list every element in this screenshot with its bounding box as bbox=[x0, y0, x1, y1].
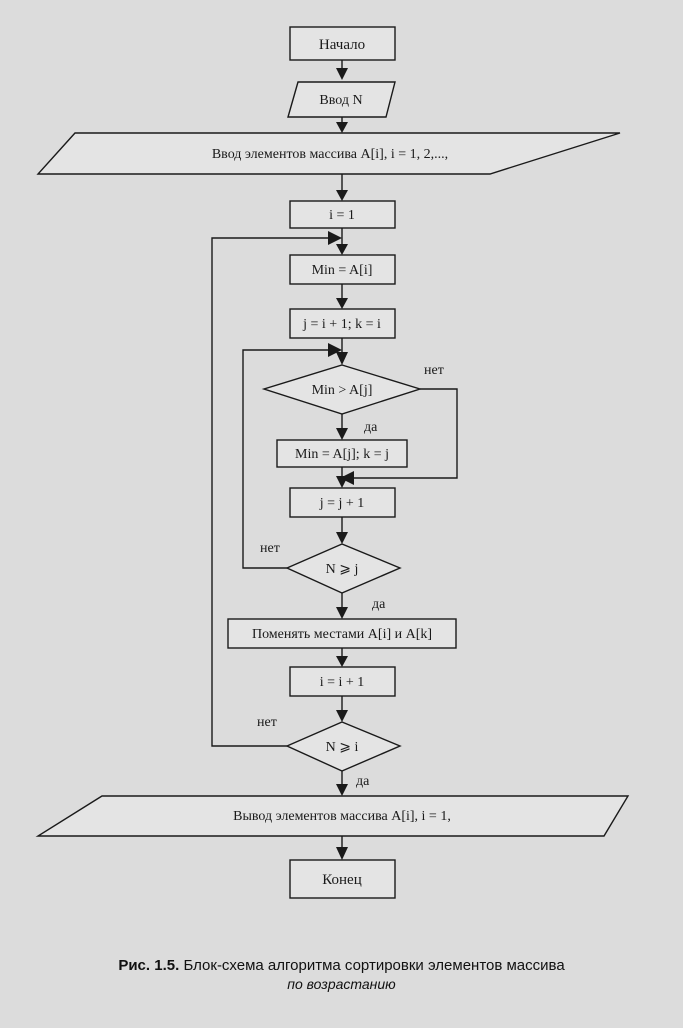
arrow bbox=[328, 231, 342, 245]
inc-j-label: j = j + 1 bbox=[319, 496, 365, 511]
arrow bbox=[336, 607, 348, 619]
arrow bbox=[336, 298, 348, 309]
arrow bbox=[336, 68, 348, 80]
cond-nj-no: нет bbox=[260, 541, 280, 556]
set-min-label: Min = A[i] bbox=[311, 263, 373, 278]
cond-ni-label: N ⩾ i bbox=[325, 740, 359, 755]
arrow bbox=[336, 847, 348, 860]
caption-title: Блок-схема алгоритма сортировки элементов массива bbox=[183, 957, 565, 974]
arrow bbox=[336, 532, 348, 544]
arrow bbox=[336, 122, 348, 133]
cond-nj-label: N ⩾ j bbox=[325, 562, 359, 577]
arrow bbox=[336, 476, 348, 488]
end-label: Конец bbox=[322, 872, 362, 888]
cond-min-label: Min > A[j] bbox=[311, 383, 373, 398]
inc-i-label: i = i + 1 bbox=[319, 675, 365, 690]
cond-nj-yes: да bbox=[372, 597, 386, 612]
output-label: Вывод элементов массива A[i], i = 1, bbox=[233, 809, 451, 824]
input-n-label: Ввод N bbox=[319, 93, 363, 108]
arrow bbox=[336, 352, 348, 365]
arrow bbox=[336, 656, 348, 667]
arrow bbox=[336, 710, 348, 722]
swap-label: Поменять местами A[i] и A[k] bbox=[251, 627, 433, 642]
update-min-label: Min = A[j]; k = j bbox=[295, 447, 389, 462]
cond-min-yes: да bbox=[364, 420, 378, 435]
figure-label: Рис. 1.5. bbox=[118, 957, 180, 974]
set-jk-label: j = i + 1; k = i bbox=[303, 317, 381, 332]
figure-caption bbox=[0, 956, 683, 994]
arrow bbox=[336, 428, 348, 440]
start-label: Начало bbox=[318, 37, 366, 53]
cond-ni-yes: да bbox=[356, 774, 370, 789]
input-array-label: Ввод элементов массива A[i], i = 1, 2,..., bbox=[211, 147, 449, 162]
init-i-label: i = 1 bbox=[329, 208, 355, 223]
caption-subtitle: по возрастанию bbox=[287, 976, 396, 992]
arrow bbox=[336, 784, 348, 796]
cond-ni-no: нет bbox=[257, 715, 277, 730]
arrow bbox=[336, 244, 348, 255]
arrow bbox=[336, 190, 348, 201]
cond-min-no: нет bbox=[424, 363, 444, 378]
